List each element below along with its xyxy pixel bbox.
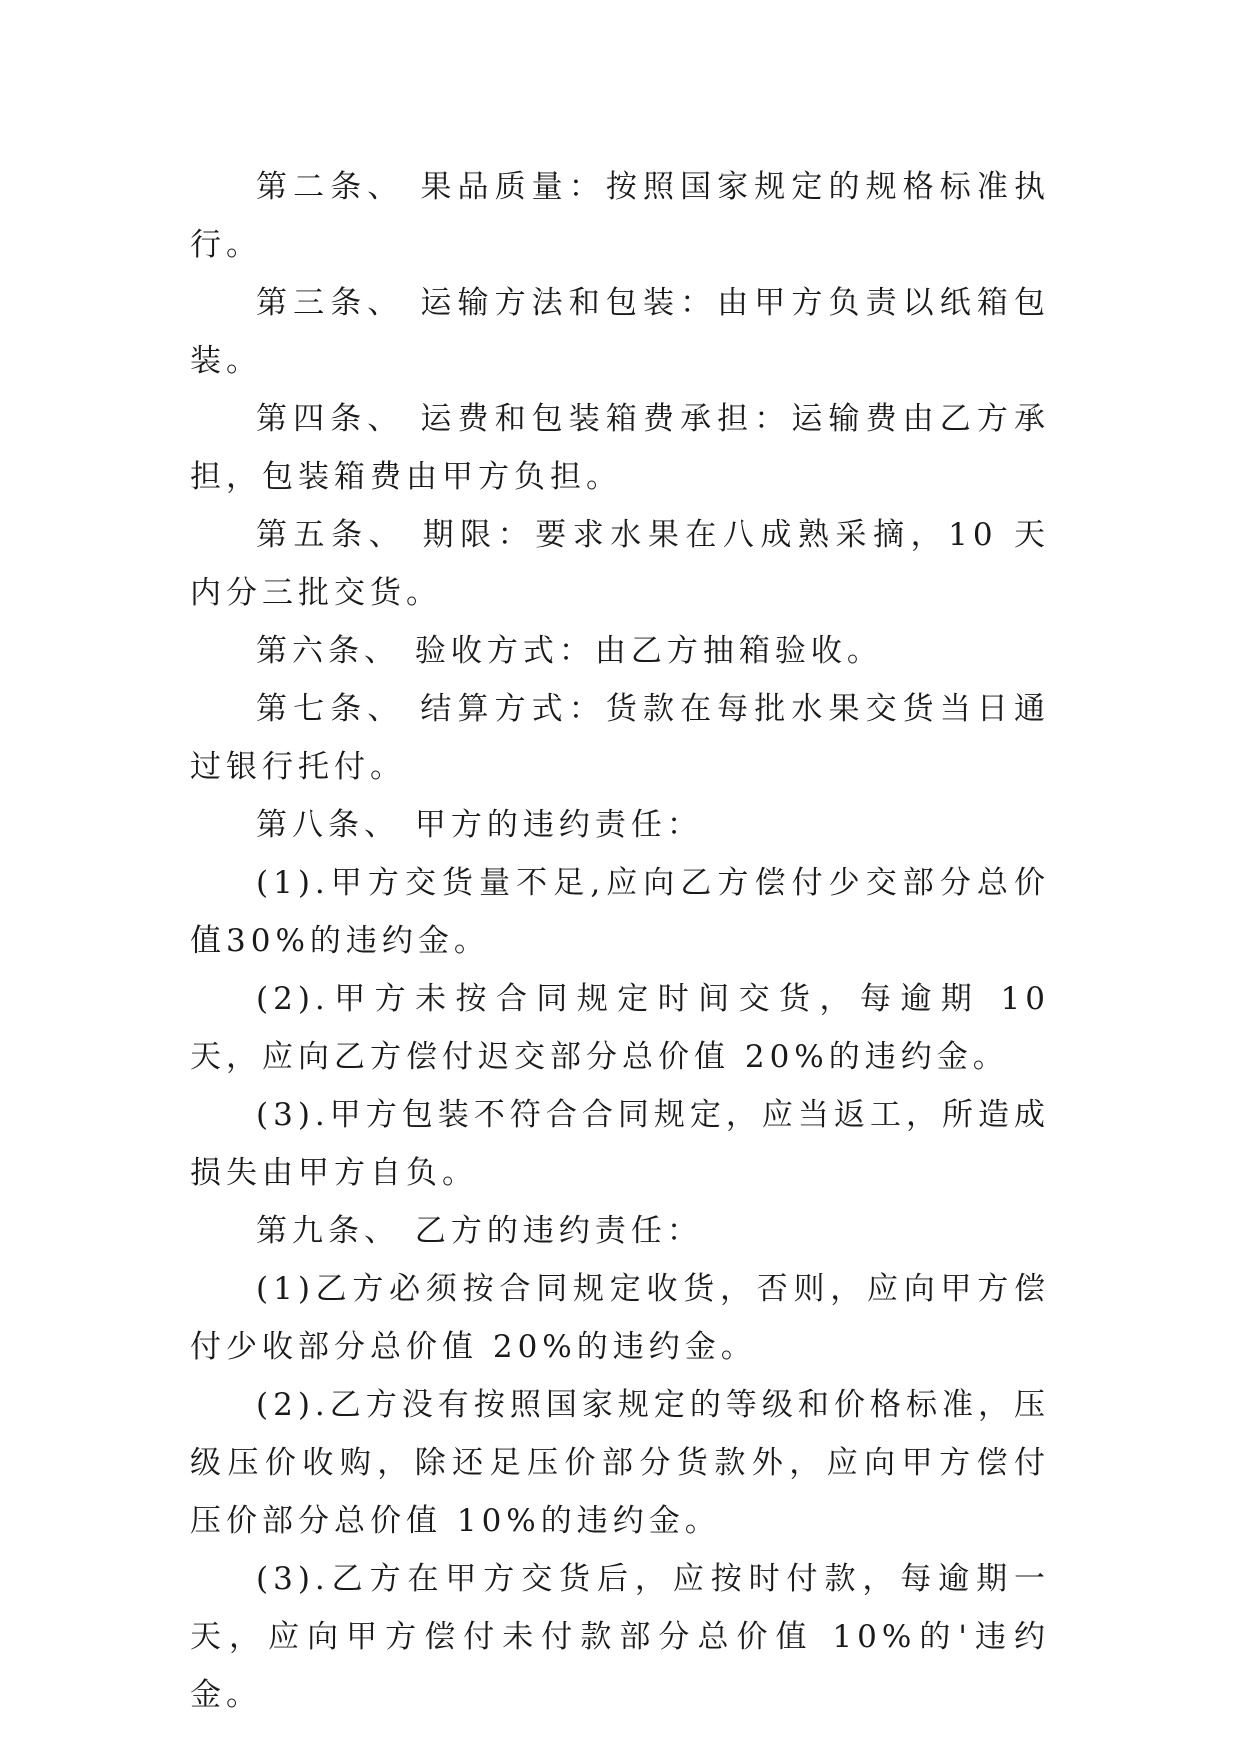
clause-9-item-1: (1)乙方必须按合同规定收货，否则，应向甲方偿付少收部分总价值 20%的违约金。 bbox=[190, 1271, 1050, 1365]
clause-4-freight-costs: 第四条、 运费和包装箱费承担：运输费由乙方承担，包装箱费由甲方负担。 bbox=[190, 401, 1050, 495]
clause-2-fruit-quality: 第二条、 果品质量：按照国家规定的规格标准执行。 bbox=[190, 169, 1050, 263]
clause-8-party-a-liability: 第八条、 甲方的违约责任： bbox=[256, 807, 703, 843]
clause-5-deadline: 第五条、 期限：要求水果在八成熟采摘，10 天内分三批交货。 bbox=[190, 517, 1050, 611]
document-body bbox=[190, 158, 1065, 1724]
clause-3-transport-packaging: 第三条、 运输方法和包装：由甲方负责以纸箱包装。 bbox=[190, 285, 1050, 379]
clause-9-item-2: (2).乙方没有按照国家规定的等级和价格标准，压级压价收购，除还足压价部分货款外，应向甲方偿付压价部分总价值 10%的违约金。 bbox=[190, 1387, 1050, 1539]
clause-9-party-b-liability: 第九条、 乙方的违约责任： bbox=[256, 1213, 703, 1249]
clause-8-item-2: (2).甲方未按合同规定时间交货，每逾期 10 天，应向乙方偿付迟交部分总价值 20%的违约金。 bbox=[190, 981, 1065, 1075]
clause-6-inspection: 第六条、 验收方式：由乙方抽箱验收。 bbox=[256, 633, 883, 669]
clause-8-item-3: (3).甲方包装不符合合同规定，应当返工，所造成损失由甲方自负。 bbox=[190, 1097, 1050, 1191]
clause-7-settlement: 第七条、 结算方式：货款在每批水果交货当日通过银行托付。 bbox=[190, 691, 1050, 785]
clause-9-item-3: (3).乙方在甲方交货后，应按时付款，每逾期一天，应向甲方偿付未付款部分总价值 10%的'违约金。 bbox=[190, 1561, 1050, 1713]
clause-8-item-1: (1).甲方交货量不足,应向乙方偿付少交部分总价值30%的违约金。 bbox=[190, 865, 1050, 959]
